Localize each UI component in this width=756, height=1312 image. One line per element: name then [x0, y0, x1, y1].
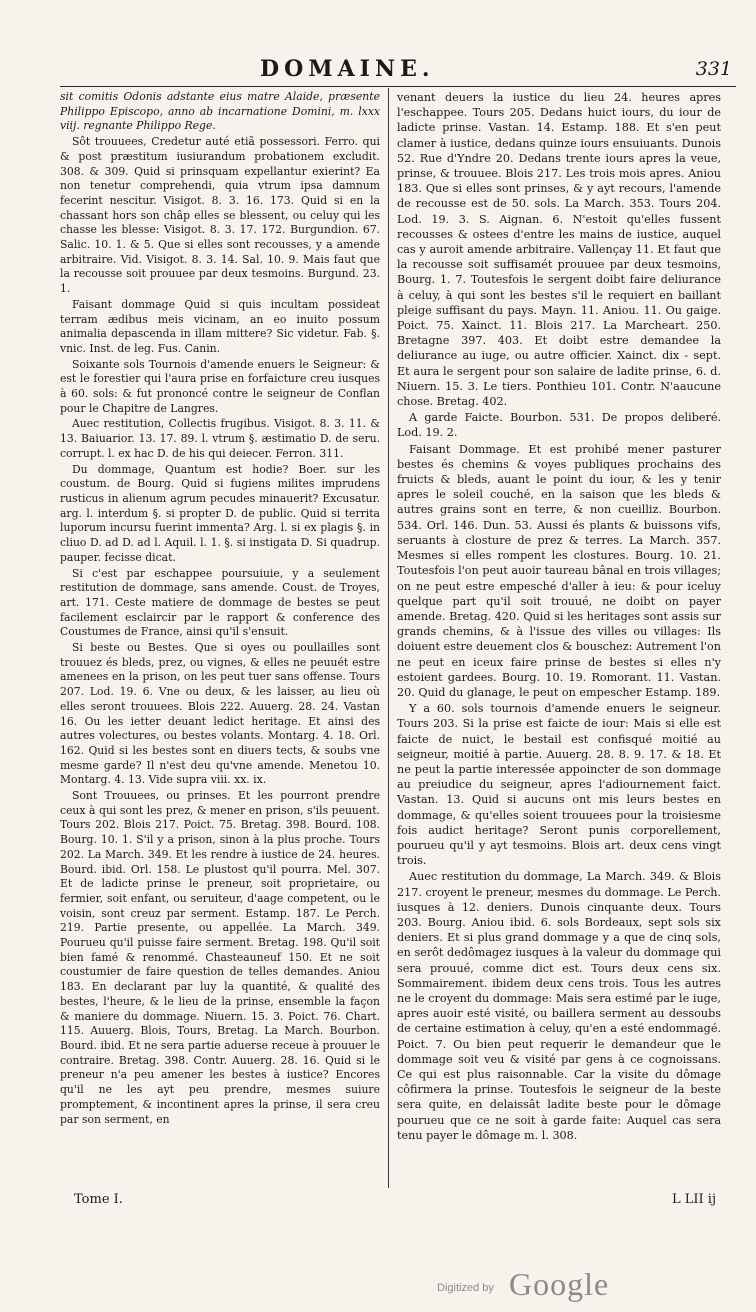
paragraph: Y a 60. sols tournois d'amende enuers le seigneur. Tours 203. Si la prise est faicte de iour: Mais si elle est faicte de nuict, le bestail est confisqué moitié au seigneur, moitié à partie. Auuerg. 28. 8. 9. 17. & 18. Et ne peut la partie interessée appoincter de son dommage au preiudice du seigneur, apres l'adiournement faict. Vastan. 13. Quid si aucuns ont mis leurs bestes en dommage, & qu'elles soient trouuees pour la troisiesme fois audict heritage? Seront punis corporellement, pourueu qu'il y ayt tesmoins. Blois art. deux cens vingt trois. [397, 702, 721, 868]
watermark-prefix: Digitized by [437, 1282, 494, 1294]
column-divider [388, 88, 389, 1188]
left-column [60, 90, 380, 1127]
paragraph: Si c'est par eschappee poursuiuie, y a seulement restitution de dommage, sans amende. Coust. de Troyes, art. 171. Ceste matiere de dommage de bestes se peut facilement esclaircir par le rapport & conference des Coustumes de France, ainsi qu'il s'ensuit. [60, 566, 380, 639]
paragraph: A garde Faicte. Bourbon. 531. De propos deliberé. Lod. 19. 2. [397, 411, 721, 440]
paragraph: Faisant dommage Quid si quis incultam possideat terram ædibus meis vicinam, an eo inuito possum animalia depascenda in illam mittere? Sic videtur. Fab. §. vnic. Inst. de leg. Fus. Canin. [60, 297, 380, 355]
paragraph: Si beste ou Bestes. Que si oyes ou poullailles sont trouuez és bleds, prez, ou vignes, & elles ne peuuét estre amenees en la prison, on les peut tuer sans offense. Tours 207. Lod. 19. 6. Vne ou deux, & les laisser, au lieu où elles seront trouuees. Blois 222. Auuerg. 28. 24. Vastan 16. Ou les ietter deuant ledict heritage. Et ainsi des autres volectures, ou bestes volants. Montarg. 4. 18. Orl. 162. Quid si les bestes sont en diuers tects, & soubs vne mesme garde? Il n'est deu qu'vne amende. Menetou 10. Montarg. 4. 13. Vide supra viii. xx. ix. [60, 641, 380, 787]
paragraph: Du dommage, Quantum est hodie? Boer. sur les coustum. de Bourg. Quid si fugiens milites imprudens rusticus in alienum agrum pecudes minauerit? Excusatur. arg. l. interdum §. si propter D. de public. Quid si territa luporum incursu fuerint immenta? Arg. l. si ex plagis §. in cliuo D. ad D. ad l. Aquil. l. 1. §. si instigata D. Si quadrup. pauper. fecisse dicat. [60, 462, 380, 564]
paragraph: Auec restitution, Collectis frugibus. Visigot. 8. 3. 11. & 13. Baiuarior. 13. 17. 89. l. vtrum §. æstimatio D. de seru. corrupt. l. ex hac D. de his qui deiecer. Ferron. 311. [60, 417, 380, 460]
paragraph: Sont Trouuees, ou prinses. Et les pourront prendre ceux à qui sont les prez, & mener en prison, s'ils peuuent. Tours 202. Blois 217. Poict. 75. Bretag. 398. Bourd. 108. Bourg. 10. 1. S'il y a prison, sinon à la plus proche. Tours 202. La March. 349. Et les rendre à iustice de 24. heures. Bourd. ibid. Orl. 158. Le plustost qu'il pourra. Mel. 307. Et de ladicte prinse le preneur, soit proprietaire, ou fermier, soit enfant, ou seruiteur, d'aage competent, ou le voisin, sont creuz par serment. Estamp. 187. Le Perch. 219. Partie presente, ou appellée. La March. 349. Pourueu qu'il puisse faire serment. Bretag. 198. Qu'il soit bien famé & renommé. Chasteauneuf 150. Et ne soit coustumier de faire question de telles demandes. Aniou 183. En declarant par luy la quantité, & qualité des bestes, l'heure, & le lieu de la prinse, ensemble la façon & maniere du dommage. Niuern. 15. 3. Poict. 76. Chart. 115. Auuerg. Blois, Tours, Bretag. La March. Bourbon. Bourd. ibid. Et ne sera partie aduerse receue à prouuer le contraire. Bretag. 398. Contr. Auuerg. 28. 16. Quid si le preneur n'a peu amener les bestes à iustice? Encores qu'il ne les ayt peu prendre, mesmes suiure promptement, & incontinent apres la prinse, il sera creu par son serment, en [60, 789, 380, 1126]
paragraph: Soixante sols Tournois d'amende enuers le Seigneur: & est le forestier qui l'aura prise en forfaicture creu iusques à 60. sols: & fut prononcé contre le seigneur de Conflan pour le Chapitre de Langres. [60, 357, 380, 415]
running-title: DOMAINE. [260, 56, 435, 82]
volume-label: Tome I. [74, 1192, 123, 1207]
paragraph: sit comitis Odonis adstante eius matre Alaide, præsente Philippo Episcopo, anno ab incarnatione Domini, m. lxxx viij. regnante Philippo Rege. [60, 90, 380, 133]
google-logo: Google [509, 1266, 610, 1302]
paragraph: Auec restitution du dommage, La March. 349. & Blois 217. croyent le preneur, mesmes du dommage. Le Perch. iusques à 12. deniers. Dunois cinquante deux. Tours 203. Bourg. Aniou ibid. 6. sols Bordeaux, sept sols six deniers. Et si plus grand dommage y a que de cinq sols, en serôt dedômagez iusques à la valeur du dommage qui sera prouué, comme dict est. Tours deux cens six. Sommairement. ibidem deux cens trois. Tous les autres ne le croyent du dommage: Mais sera estimé par le iuge, apres auoir esté visité, ou baillera serment au dessoubs de certaine estimation à celuy, qu'en a esté endommagé. Poict. 7. Ou bien peut requerir le demandeur que le dommage soit veu & visité par gens à ce cognoissans. Ce qui est plus raisonnable. Car la visite du dômage côfirmera la prinse. Toutesfois le seigneur de la beste sera quite, en delaissât ladite beste pour le dômage pourueu que ce ne soit à garde faite: Auquel cas sera tenu payer le dômage m. l. 308. [397, 870, 721, 1142]
header-rule [60, 86, 736, 87]
digitization-watermark [437, 1266, 737, 1306]
right-column [397, 90, 721, 1143]
page-number: 331 [695, 58, 732, 80]
signature-mark: L LII ij [672, 1192, 716, 1207]
paragraph: venant deuers la iustice du lieu 24. heures apres l'eschappee. Tours 205. Dedans huict iours, du iour de ladicte prinse. Vastan. 14. Estamp. 188. Et s'en peut clamer à iustice, dedans quinze iours ensuiuants. Dunois 52. Rue d'Yndre 20. Dedans trente iours apres la veue, prinse, & trouuee. Blois 217. Les trois mois apres. Aniou 183. Que si elles sont prinses, & y ayt recours, l'amende de recousse est de 50. sols. La March. 353. Tours 204. Lod. 19. 3. S. Aignan. 6. N'estoit qu'elles fussent recousses & ostees d'entre les mains de iustice, auquel cas y auroit amende arbitraire. Vallençay 11. Et faut que la recousse soit suffisamét prouuee par deux tesmoins, Bourg. 1. 7. Toutesfois le sergent doibt faire deliurance à celuy, à qui sont les bestes s'il le requiert en baillant pleige suffisant du pays. Mayn. 11. Aniou. 11. Ou gaige. Poict. 75. Xainct. 11. Blois 217. La Marcheart. 250. Bretagne 397. 403. Et doibt estre demandee la deliurance au iuge, ou autre officier. Xainct. dix - sept. Et aura le sergent pour son salaire de ladite prinse, 6. d. Niuern. 15. 3. Le tiers. Ponthieu 101. Contr. N'aaucune chose. Bretag. 402. [397, 91, 721, 409]
page-header [60, 56, 750, 86]
paragraph: Faisant Dommage. Et est prohibé mener pasturer bestes és chemins & voyes publiques prochains des fruicts & bleds, auant le point du iour, & les y tenir apres le soleil couché, en la saison que les bleds & autres grains sont en terre, & non cueilliz. Bourbon. 534. Orl. 146. Dun. 53. Aussi és plants & buissons vifs, seruants à closture de prez & terres. La March. 357. Mesmes si elles rompent les clostures. Bourg. 10. 21. Toutesfois l'on peut auoir taureau bânal en trois villages; on ne peut estre empesché d'aller à ieu: & pour iceluy quelque part qu'il soit trouué, ne doibt on payer amende. Bretag. 420. Quid si les heritages sont assis sur grands chemins, & à l'issue des villes ou villages: Ils doiuent estre deuement clos & bouschez: Autrement l'on ne peut en iceux faire prinse de bestes si elles n'y estoient gardees. Bourg. 10. 19. Romorant. 11. Vastan. 20. Quid du glanage, le peut on empescher Estamp. 189. [397, 442, 721, 699]
paragraph: Sôt trouuees, Credetur auté etiã possessori. Ferro. qui & post præstitum iusiurandum probationem excludit. 308. & 309. Quid si prinsquam expellantur exierint? Ea non tenetur comprehendi, quia vtrum ipsa damnum fecerint nescitur. Visigot. 8. 3. 16. 173. Quid si en la chassant hors son châp elles se blessent, ou celuy qui les chasse les blesse: Visigot. 8. 3. 17. 172. Burgundion. 67. Salic. 10. 1. & 5. Que si elles sont recousses, y a amende arbitraire. Vid. Visigot. 8. 3. 14. Sal. 10. 9. Mais faut que la recousse soit prouuee par deux tesmoins. Burgund. 23. 1. [60, 135, 380, 296]
